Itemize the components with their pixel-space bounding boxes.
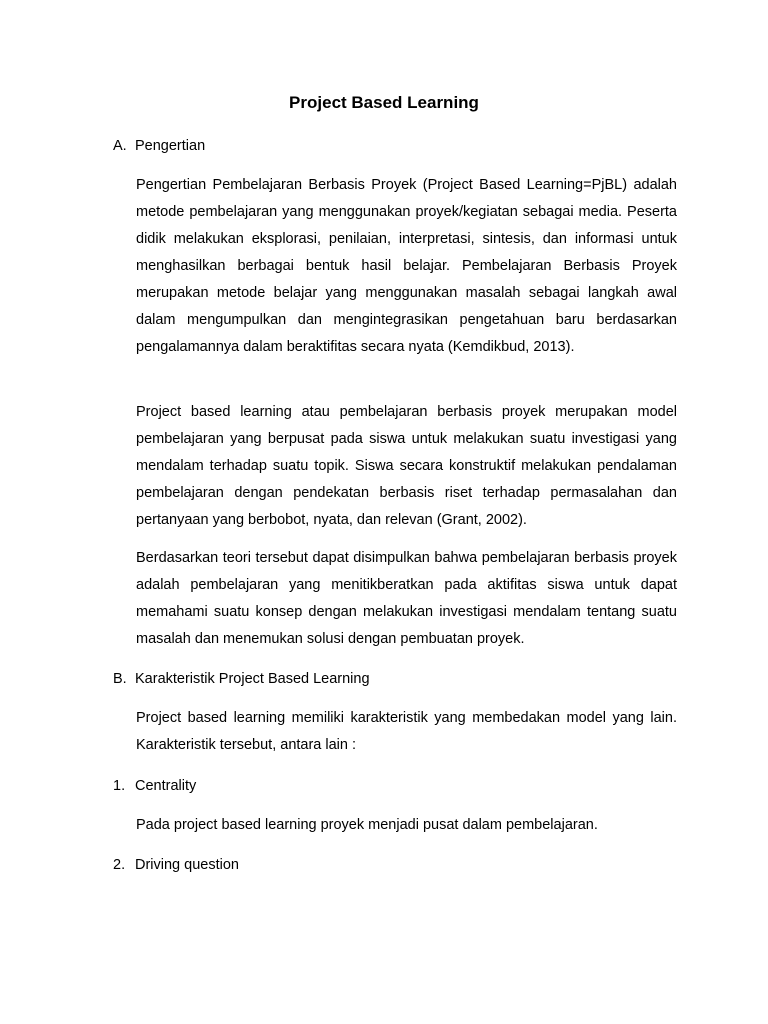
item-2-heading: [113, 855, 693, 875]
section-b-marker: B.: [113, 671, 127, 687]
section-b-title: Karakteristik Project Based Learning: [135, 671, 370, 687]
item-2-marker: 2.: [113, 857, 126, 873]
section-a-paragraph-1: Pengertian Pembelajaran Berbasis Proyek (Project Based Learning=PjBL) adalah metode pembelajaran yang menggunakan proyek/kegiatan sebagai media. Peserta didik melakukan eksplorasi, penilaian, interpretasi, sintesis, dan informasi untuk menghasilkan berbagai bentuk hasil belajar. Pembelajaran Berbasis Proyek merupakan metode belajar yang menggunakan masalah sebagai langkah awal dalam mengumpulkan dan mengintegrasikan pengetahuan baru berdasarkan pengalamannya dalam beraktifitas secara nyata (Kemdikbud, 2013).: [136, 177, 677, 355]
item-1-text: Pada project based learning proyek menjadi pusat dalam pembelajaran.: [136, 817, 598, 833]
section-a-heading: [113, 136, 693, 156]
item-1-heading: [113, 776, 693, 796]
section-a-marker: A.: [113, 138, 127, 154]
item-2-title: Driving question: [135, 857, 239, 873]
document-title: Project Based Learning: [289, 93, 479, 112]
section-b-intro: Project based learning memiliki karakteristik yang membedakan model yang lain. Karakteristik tersebut, antara lain :: [136, 710, 677, 753]
section-a-paragraph-3: Berdasarkan teori tersebut dapat disimpulkan bahwa pembelajaran berbasis proyek adalah pembelajaran yang menitikberatkan pada aktifitas siswa untuk dapat memahami suatu konsep dengan melakukan investigasi mendalam tentang suatu masalah dan menemukan solusi dengan pembuatan proyek.: [136, 550, 677, 647]
section-a-title: Pengertian: [135, 138, 206, 154]
section-b-heading: [113, 669, 693, 689]
item-1-title: Centrality: [135, 778, 197, 794]
item-1-marker: 1.: [113, 778, 126, 794]
section-a-paragraph-2: Project based learning atau pembelajaran berbasis proyek merupakan model pembelajaran yang berpusat pada siswa untuk melakukan suatu investigasi yang mendalam terhadap suatu topik. Siswa secara konstruktif melakukan pendalaman pembelajaran dengan pendekatan berbasis riset terhadap permasalahan dan pertanyaan yang berbobot, nyata, dan relevan (Grant, 2002).: [136, 404, 677, 528]
